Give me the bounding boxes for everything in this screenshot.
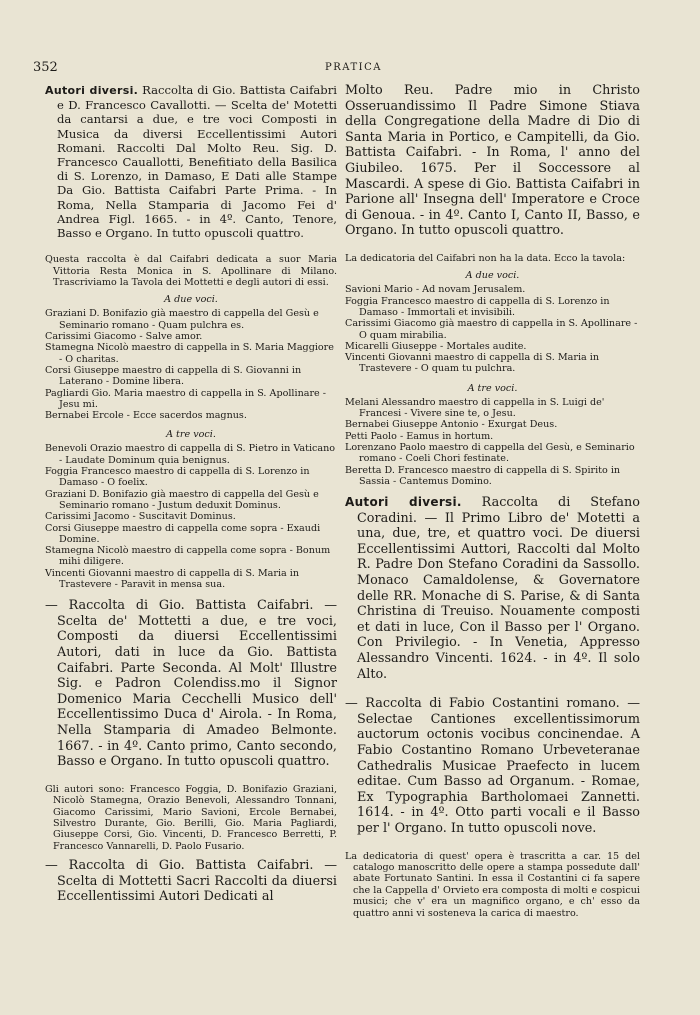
right-column [345, 83, 640, 925]
catalog-entry: — Raccolta di Gio. Battista Caifabri. — Scelta di Mottetti Sacri Raccolti da diuersi Eccellentissimi Autori Dedicati al [45, 858, 337, 905]
running-title: PRATICA [325, 62, 382, 73]
entry-note: Questa raccolta è dal Caifabri dedicata a suor Maria Vittoria Resta Monica in S. Apollinare di Milano. Trascriviamo la Tavola dei Mottetti e degli autori di essi. [45, 254, 337, 289]
entry-note: La dedicatoria di quest' opera è trascritta a car. 15 del catalogo manoscritto delle opere a stampa possedute dall' abate Fortunato Santini. In essa il Costantini ci fa sapere che la Cappella d' Orvieto era composta di molti e cospicui musici; che v' era un magnifico organo, e ch' esso da quattro anni vi sosteneva la carica di maestro. [345, 850, 640, 919]
list-item: Stamegna Nicolò maestro di cappella come sopra - Bonum mihi diligere. [45, 545, 331, 568]
left-column [45, 83, 337, 919]
voices-subheading: A tre voci. [166, 429, 216, 441]
list-item: Graziani D. Bonifazio già maestro di cappella del Gesù e Seminario romano - Justum deduxit Dominus. [45, 488, 319, 511]
voices-subheading: A tre voci. [467, 382, 518, 394]
motet-list [345, 397, 640, 487]
catalog-entry [345, 495, 640, 682]
list-item: Micarelli Giuseppe - Mortales audite. [345, 340, 527, 352]
page-number: 352 [33, 60, 58, 75]
list-item: Foggia Francesco maestro di cappella di S. Lorenzo in Damaso - O foelix. [45, 466, 310, 489]
catalog-entry: — Raccolta di Gio. Battista Caifabri. — Scelta de' Mottetti a due, e tre voci, Composti da diuersi Eccellentissimi Autori, dati in luce da Gio. Battista Caifabri. Parte Seconda. Al Molt' Illustre Sig. e Padron Colendiss.mo il Signor Domenico Maria Cecchelli Musico dell' Eccellentissimo Duca d' Airola. - In Roma, Nella Stamparia di Amadeo Belmonte. 1667. - in 4º. Canto primo, Canto secondo, Basso e Organo. In tutto opuscoli quattro. [45, 598, 337, 770]
list-item: Pagliardi Gio. Maria maestro di cappella in S. Apollinare - Jesu mi. [45, 387, 327, 410]
list-item: Beretta D. Francesco maestro di cappella di S. Spirito in Sassia - Cantemus Domino. [345, 464, 621, 487]
voices-subheading: A due voci. [164, 294, 218, 306]
voices-subheading: A due voci. [465, 270, 520, 282]
list-item: Lorenzano Paolo maestro di cappella del Gesù, e Seminario romano - Coeli Chori festinate. [345, 441, 635, 465]
list-item: Graziani D. Bonifazio già maestro di cappella del Gesù e Seminario romano - Quam pulchra es. [45, 308, 319, 331]
catalog-entry-continued: Molto Reu. Padre mio in Christo Osseruandissimo Il Padre Simone Stiava della Congregatione della Madre di Dio di Santa Maria in Portico, e Campitelli, da Gio. Battista Caifabri. - In Roma, l' anno del Giubileo. 1675. Per il Soccessore al Mascardi. A spese di Gio. Battista Caifabri in Parione all' Insegna dell' Imperatore e Croce di Genoua. - in 4º. Canto I, Canto II, Basso, e Organo. In tutto opuscoli quattro. [345, 83, 640, 239]
list-item: Corsi Giuseppe maestro di cappella come sopra - Exaudi Domine. [45, 522, 321, 545]
page-header [33, 60, 674, 80]
list-item: Melani Alessandro maestro di cappella in S. Luigi de' Francesi - Vivere sine te, o Jesu. [345, 396, 605, 420]
catalog-entry: — Raccolta di Fabio Costantini romano. — Selectae Cantiones excellentissimorum auctorum octonis vocibus concinendae. A Fabio Costantino Romano Urbeveteranae Cathedralis Musicae Praefecto in lucem editae. Cum Basso ad Organum. - Romae, Ex Typographia Bartholomaei Zannetti. 1614. - in 4º. Otto parti vocali e il Basso per l' Organo. In tutto opuscoli nove. [345, 696, 640, 836]
motet-list [45, 443, 337, 590]
list-item: Foggia Francesco maestro di cappella di S. Lorenzo in Damaso - Immortali et invisibili. [345, 295, 610, 318]
list-item: Benevoli Orazio maestro di cappella di S. Pietro in Vaticano - Laudate Dominum quia benignus. [45, 443, 336, 466]
list-item: Bernabei Giuseppe Antonio - Exurgat Deus. [345, 419, 558, 431]
entry-note: Gli autori sono: Francesco Foggia, D. Bonifazio Graziani, Nicolò Stamegna, Orazio Benevoli, Alessandro Tonnani, Giacomo Carissimi, Mario Savioni, Ercole Bernabei, Silvestro Durante, Gio. Berilli, Gio. Maria Pagliardi, Giuseppe Corsi, Gio. Vincenti, D. Francesco Berretti, P. Francesco Vannarelli, D. Paolo Fusario. [45, 783, 337, 852]
list-item: Petti Paolo - Eamus in hortum. [345, 430, 494, 442]
entry-heading: Autori diversi. [45, 84, 139, 97]
list-item: Carissimi Giacomo già maestro di cappella in S. Apollinare - O quam mirabilia. [345, 318, 638, 341]
list-item: Carissimi Giacomo - Salve amor. [45, 331, 203, 343]
list-item: Stamegna Nicolò maestro di cappella in S. Maria Maggiore - O charitas. [45, 342, 334, 365]
motet-list [345, 284, 640, 374]
list-item: Vincenti Giovanni maestro di cappella di S. Maria in Trastevere - Paravit in mensa sua. [45, 567, 300, 590]
list-item: Corsi Giuseppe maestro di cappella di S. Giovanni in Laterano - Domine libera. [45, 364, 302, 388]
entry-heading: Autori diversi. [345, 495, 462, 510]
list-item: Bernabei Ercole - Ecce sacerdos magnus. [45, 410, 247, 422]
catalog-entry [45, 83, 337, 240]
list-item: Savioni Mario - Ad novam Jerusalem. [345, 284, 526, 296]
entry-note: La dedicatoria del Caifabri non ha la data. Ecco la tavola: [345, 252, 626, 264]
list-item: Vincenti Giovanni maestro di cappella di S. Maria in Trastevere - O quam tu pulchra. [345, 352, 600, 375]
entry-text: Raccolta di Stefano Coradini. — Il Primo Libro de' Motetti a una, due, tre, et quattro voci. De diuersi Eccellentissimi Auttori, Raccolti dal Molto R. Padre Don Stefano Coradini da Sassollo. Monaco Camaldolense, & Governatore delle RR. Monache di S. Parise, & di Santa Christina di Treuiso. Nouamente composti et dati in luce, Con il Basso per l' Organo. Con Privilegio. - In Venetia, Appresso Alessandro Vincenti. 1624. - in 4º. Il solo Alto. [357, 495, 640, 682]
list-item: Carissimi Jacomo - Suscitavit Dominus. [45, 511, 236, 523]
motet-list [45, 308, 337, 421]
entry-text: Raccolta di Gio. Battista Caifabri e D. Francesco Cavallotti. — Scelta de' Motetti da cantarsi a due, e tre voci Composti in Musica da diversi Eccellentissimi Autori Romani. Raccolti Dal Molto Reu. Sig. D. Francesco Cauallotti, Benefitiato della Basilica di S. Lorenzo, in Damaso, E Dati alle Stampe Da Gio. Battista Caifabri Parte Prima. - In Roma, Nella Stamparia di Jacomo Fei d' Andrea Figl. 1665. - in 4º. Canto, Tenore, Basso e Organo. In tutto opuscoli quattro. [57, 83, 337, 241]
